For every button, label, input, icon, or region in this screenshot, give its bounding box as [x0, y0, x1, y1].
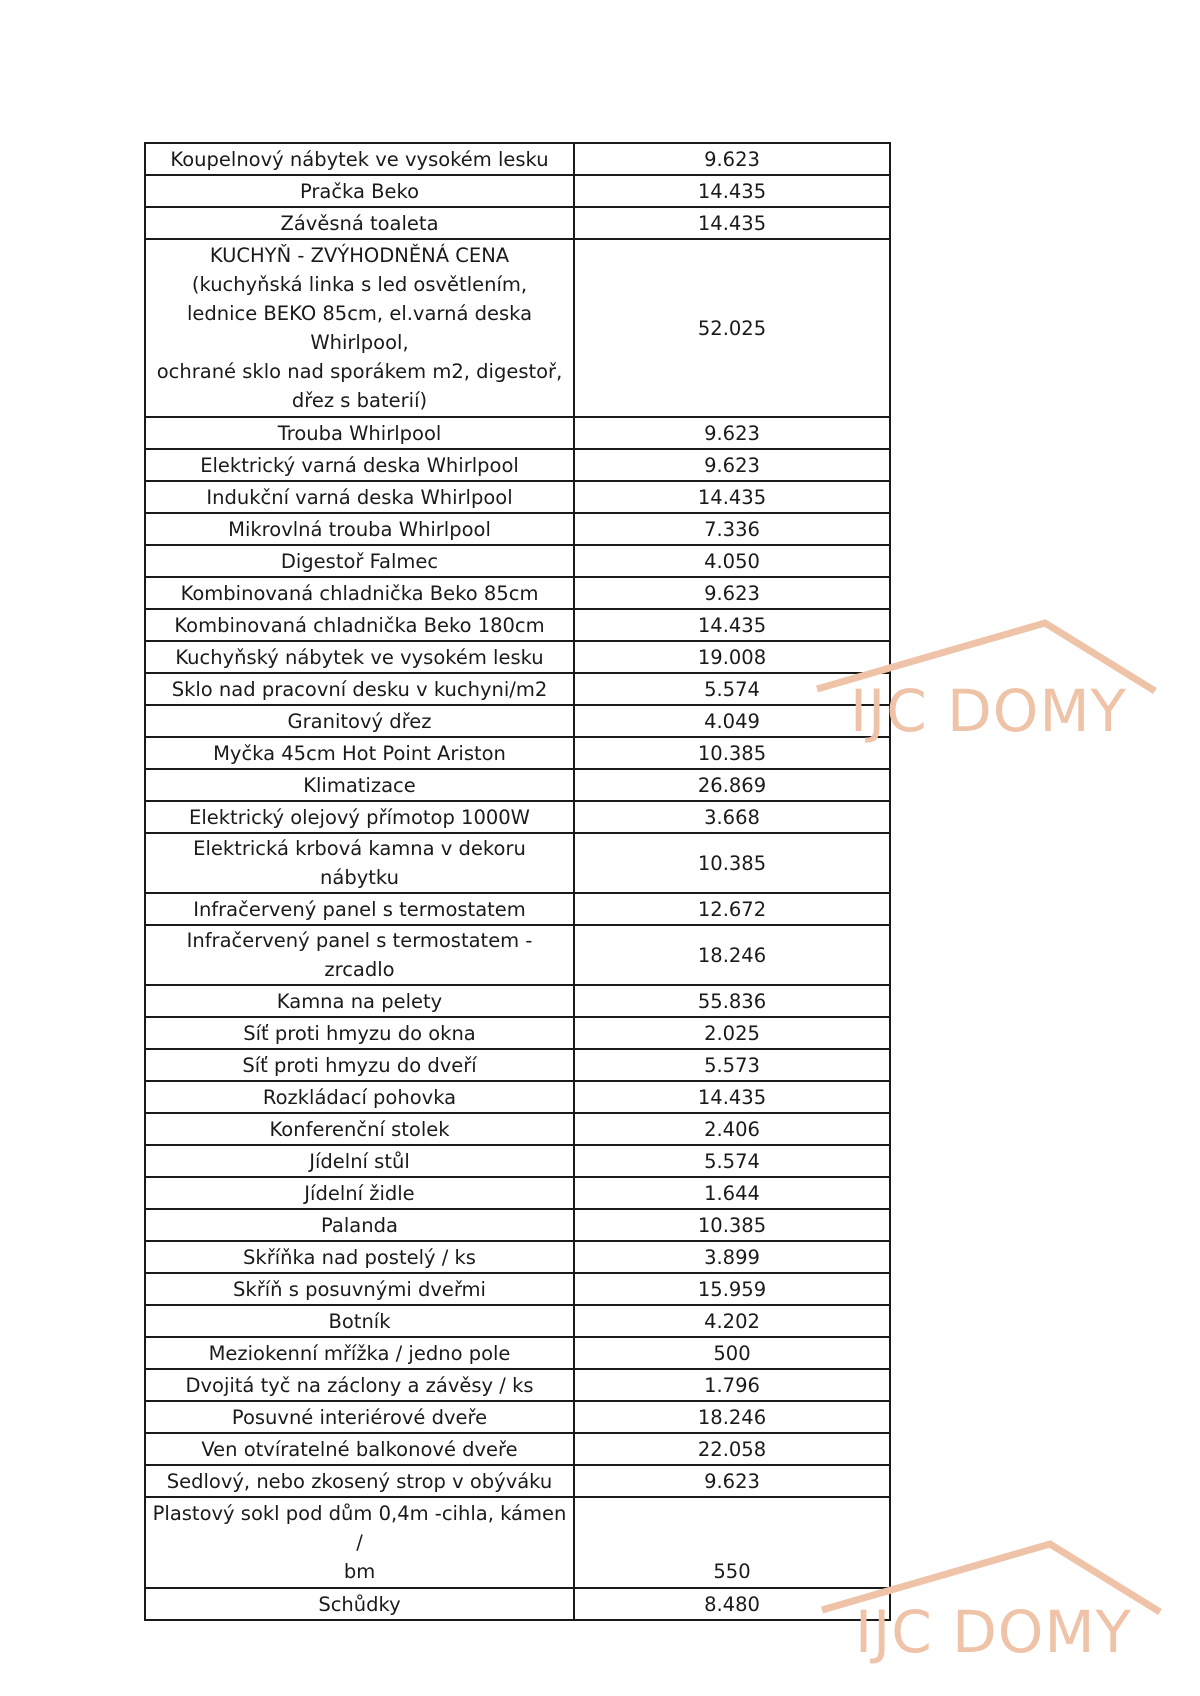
item-price: 5.574 — [574, 673, 890, 705]
item-price: 2.025 — [574, 1017, 890, 1049]
table-row — [145, 239, 890, 417]
table-row — [145, 449, 890, 481]
item-price: 18.246 — [574, 925, 890, 985]
table-row — [145, 417, 890, 449]
item-price: 26.869 — [574, 769, 890, 801]
item-name: Klimatizace — [145, 769, 574, 801]
table-row — [145, 609, 890, 641]
item-price: 7.336 — [574, 513, 890, 545]
item-name: Kombinovaná chladnička Beko 85cm — [145, 577, 574, 609]
item-price: 10.385 — [574, 1209, 890, 1241]
logo-text: IJC DOMY — [850, 677, 1127, 745]
table-row — [145, 207, 890, 239]
table-row — [145, 925, 890, 985]
item-price: 1.796 — [574, 1369, 890, 1401]
item-name: Pračka Beko — [145, 175, 574, 207]
table-row — [145, 481, 890, 513]
item-price: 14.435 — [574, 207, 890, 239]
table-row — [145, 1337, 890, 1369]
item-price: 4.202 — [574, 1305, 890, 1337]
item-name: Sedlový, nebo zkosený strop v obýváku — [145, 1465, 574, 1497]
table-row — [145, 769, 890, 801]
table-row — [145, 1369, 890, 1401]
table-row — [145, 985, 890, 1017]
table-row — [145, 673, 890, 705]
table-row — [145, 1081, 890, 1113]
item-name: Kuchyňský nábytek ve vysokém lesku — [145, 641, 574, 673]
item-name: KUCHYŇ - ZVÝHODNĚNÁ CENA (kuchyňská linka s led osvětlením, lednice BEKO 85cm, el.varná deska Whirlpool, ochrané sklo nad sporákem m2, digestoř, dřez s baterií) — [145, 239, 574, 417]
item-price: 3.899 — [574, 1241, 890, 1273]
item-price: 9.623 — [574, 577, 890, 609]
item-price: 5.574 — [574, 1145, 890, 1177]
table-row — [145, 705, 890, 737]
item-name: Koupelnový nábytek ve vysokém lesku — [145, 143, 574, 175]
item-name: Síť proti hmyzu do dveří — [145, 1049, 574, 1081]
item-name: Skříň s posuvnými dveřmi — [145, 1273, 574, 1305]
item-price: 4.049 — [574, 705, 890, 737]
item-name: Schůdky — [145, 1588, 574, 1620]
item-price: 14.435 — [574, 1081, 890, 1113]
table-row — [145, 577, 890, 609]
table-row — [145, 1145, 890, 1177]
table-row — [145, 1017, 890, 1049]
table-row — [145, 1465, 890, 1497]
item-name: Elektrická krbová kamna v dekoru nábytku — [145, 833, 574, 893]
item-price: 19.008 — [574, 641, 890, 673]
item-price: 9.623 — [574, 1465, 890, 1497]
item-name: Meziokenní mřížka / jedno pole — [145, 1337, 574, 1369]
item-price: 8.480 — [574, 1588, 890, 1620]
item-name: Digestoř Falmec — [145, 545, 574, 577]
table-row — [145, 1113, 890, 1145]
table-row — [145, 1177, 890, 1209]
table-row — [145, 737, 890, 769]
table-row — [145, 1433, 890, 1465]
item-price: 5.573 — [574, 1049, 890, 1081]
item-price: 14.435 — [574, 175, 890, 207]
ijc-domy-logo — [815, 619, 1165, 749]
table-row — [145, 1305, 890, 1337]
item-name: Síť proti hmyzu do okna — [145, 1017, 574, 1049]
table-row — [145, 143, 890, 175]
item-price: 3.668 — [574, 801, 890, 833]
item-price: 12.672 — [574, 893, 890, 925]
item-name: Ven otvíratelné balkonové dveře — [145, 1433, 574, 1465]
table-row — [145, 175, 890, 207]
item-price: 500 — [574, 1337, 890, 1369]
item-name: Palanda — [145, 1209, 574, 1241]
item-name: Infračervený panel s termostatem - zrcadlo — [145, 925, 574, 985]
table-row — [145, 1401, 890, 1433]
table-row — [145, 1497, 890, 1588]
item-price: 9.623 — [574, 417, 890, 449]
item-name: Indukční varná deska Whirlpool — [145, 481, 574, 513]
item-name: Myčka 45cm Hot Point Ariston — [145, 737, 574, 769]
item-price: 14.435 — [574, 481, 890, 513]
item-name: Posuvné interiérové dveře — [145, 1401, 574, 1433]
item-name: Elektrický varná deska Whirlpool — [145, 449, 574, 481]
price-table-body — [145, 143, 890, 1620]
item-name: Jídelní židle — [145, 1177, 574, 1209]
item-price: 1.644 — [574, 1177, 890, 1209]
item-price: 4.050 — [574, 545, 890, 577]
table-row — [145, 1273, 890, 1305]
table-row — [145, 513, 890, 545]
item-price: 15.959 — [574, 1273, 890, 1305]
item-price: 55.836 — [574, 985, 890, 1017]
price-table — [144, 142, 891, 1621]
item-price: 550 — [574, 1497, 890, 1588]
table-row — [145, 545, 890, 577]
item-name: Elektrický olejový přímotop 1000W — [145, 801, 574, 833]
item-name: Botník — [145, 1305, 574, 1337]
item-price: 10.385 — [574, 833, 890, 893]
item-name: Jídelní stůl — [145, 1145, 574, 1177]
item-price: 2.406 — [574, 1113, 890, 1145]
item-price: 22.058 — [574, 1433, 890, 1465]
item-price: 14.435 — [574, 609, 890, 641]
item-name: Závěsná toaleta — [145, 207, 574, 239]
item-name: Granitový dřez — [145, 705, 574, 737]
item-name: Kamna na pelety — [145, 985, 574, 1017]
item-name: Skříňka nad postelý / ks — [145, 1241, 574, 1273]
item-price: 52.025 — [574, 239, 890, 417]
item-price: 18.246 — [574, 1401, 890, 1433]
item-name: Konferenční stolek — [145, 1113, 574, 1145]
item-name: Dvojitá tyč na záclony a závěsy / ks — [145, 1369, 574, 1401]
item-price: 10.385 — [574, 737, 890, 769]
item-name: Plastový sokl pod dům 0,4m -cihla, kámen / bm — [145, 1497, 574, 1588]
item-price: 9.623 — [574, 449, 890, 481]
item-name: Trouba Whirlpool — [145, 417, 574, 449]
table-row — [145, 1241, 890, 1273]
item-price: 9.623 — [574, 143, 890, 175]
table-row — [145, 1049, 890, 1081]
table-row — [145, 801, 890, 833]
item-name: Sklo nad pracovní desku v kuchyni/m2 — [145, 673, 574, 705]
logo-text: IJC DOMY — [855, 1598, 1132, 1666]
table-row — [145, 893, 890, 925]
item-name: Rozkládací pohovka — [145, 1081, 574, 1113]
item-name: Kombinovaná chladnička Beko 180cm — [145, 609, 574, 641]
table-row — [145, 641, 890, 673]
table-row — [145, 833, 890, 893]
ijc-domy-logo-footer — [820, 1540, 1170, 1670]
table-row — [145, 1209, 890, 1241]
item-name: Infračervený panel s termostatem — [145, 893, 574, 925]
item-name: Mikrovlná trouba Whirlpool — [145, 513, 574, 545]
table-row — [145, 1588, 890, 1620]
